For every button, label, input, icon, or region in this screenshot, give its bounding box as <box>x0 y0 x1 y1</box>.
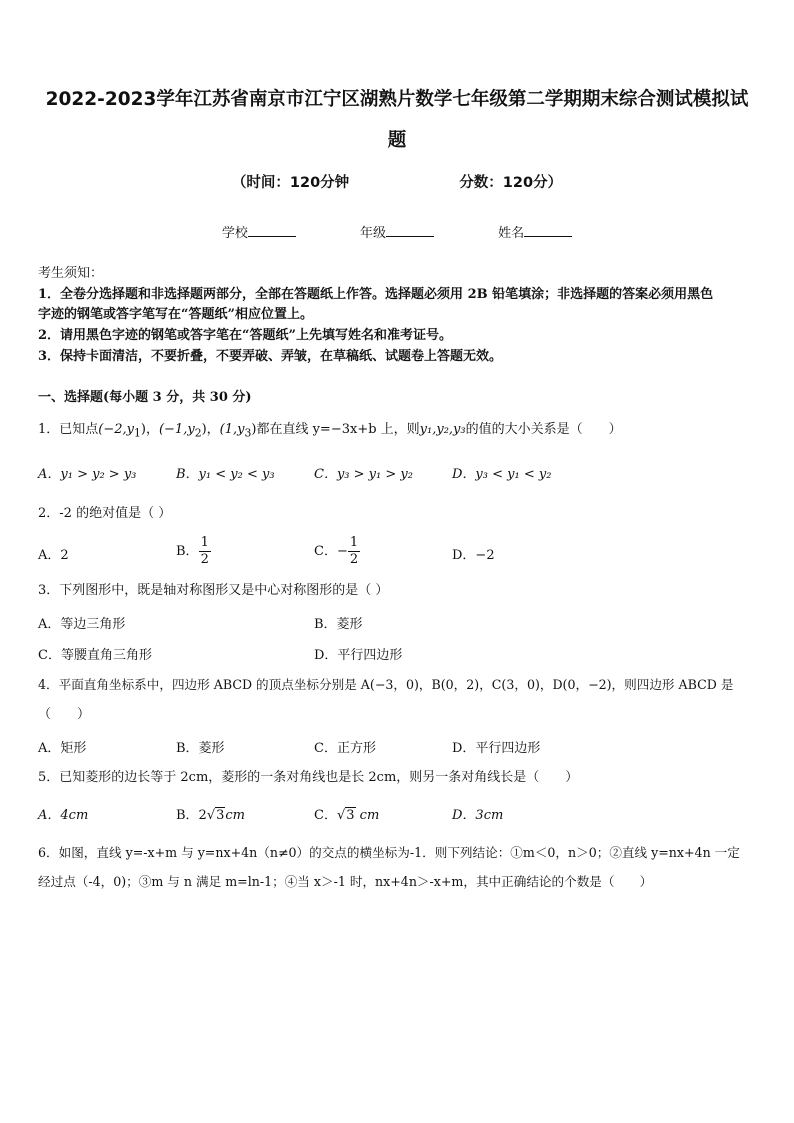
q5-options <box>38 804 758 826</box>
q2-option-b[interactable]: B． $\frac{1}{2}$ <box>176 535 209 567</box>
q5-stem: 5．已知菱形的边长等于 2cm，菱形的一条对角线也是长 2cm，则另一条对角线长是（ ） <box>38 770 579 785</box>
q3-option-b[interactable]: B．菱形 <box>314 617 363 632</box>
school-field[interactable]: 学校 <box>222 222 296 241</box>
notice-heading: 考生须知： <box>38 266 104 281</box>
q1-stem: 1．已知点$(-2,y_1)$，$(-1,y_2)$，$(1,y_3)$都在直线 y=−3x+b 上，则y₁,y₂,y₃的值的大小关系是（ ） <box>38 422 622 440</box>
q1-options <box>38 463 758 485</box>
q4-option-d[interactable]: D．平行四边形 <box>452 741 541 756</box>
q2-stem: 2．-2 的绝对值是（ ） <box>38 506 172 521</box>
q6-stem: 6．如图，直线 y=-x+m 与 y=nx+4n（n≠0）的交点的横坐标为-1．则下列结论：①m＜0，n＞0；②直线 y=nx+4n 一定 <box>38 845 740 860</box>
q3-option-c[interactable]: C．等腰直角三角形 <box>38 648 152 663</box>
notice-item-1: 1．全卷分选择题和非选择题两部分，全部在答题纸上作答。选择题必须用 2B 铅笔填涂；非选择题的答案必须用黑色 <box>38 287 714 302</box>
exam-title-line1: 2022-2023学年江苏省南京市江宁区湖熟片数学七年级第二学期期末综合测试模拟试 <box>45 89 749 110</box>
q4-option-c[interactable]: C．正方形 <box>314 741 376 756</box>
q1-option-d[interactable]: D．y₃ < y₁ < y₂ <box>452 467 552 482</box>
notice-item-2: 2．请用黑色字迹的钢笔或答字笔在“答题纸”上先填写姓名和准考证号。 <box>38 328 453 343</box>
q2-option-d[interactable]: D．−2 <box>452 548 495 563</box>
notice-item-3: 3．保持卡面清洁，不要折叠，不要弄破、弄皱，在草稿纸、试题卷上答题无效。 <box>38 349 503 364</box>
exam-title-line2: 题 <box>387 130 407 151</box>
q4-stem: 4．平面直角坐标系中，四边形 ABCD 的顶点坐标分别是 A(−3，0)，B(0，2)，C(3，0)，D(0，−2)，则四边形 ABCD 是 <box>38 677 734 692</box>
q5-option-c[interactable]: C．√3 cm <box>314 808 380 823</box>
q2-options <box>38 535 758 575</box>
section-title: 一、选择题(每小题 3 分，共 30 分) <box>38 390 252 405</box>
q2-option-c[interactable]: C．− $\frac{1}{2}$ <box>314 535 359 567</box>
q1-option-c[interactable]: C．y₃ > y₁ > y₂ <box>314 467 413 482</box>
exam-meta <box>0 171 794 192</box>
notice-item-1-cont: 字迹的钢笔或答字笔写在“答题纸”相应位置上。 <box>38 307 313 322</box>
q3-option-d[interactable]: D．平行四边形 <box>314 648 403 663</box>
q3-stem: 3．下列图形中，既是轴对称图形又是中心对称图形的是（ ） <box>38 583 389 598</box>
student-fields <box>0 222 794 241</box>
grade-field[interactable]: 年级 <box>360 222 434 241</box>
time-label: （时间：120分钟 <box>231 175 350 191</box>
q1-option-a[interactable]: A．y₁ > y₂ > y₃ <box>38 467 137 482</box>
q4-option-a[interactable]: A．矩形 <box>38 741 87 756</box>
q2-option-a[interactable]: A．2 <box>38 548 69 563</box>
q3-options-row2 <box>38 644 758 666</box>
q5-option-a[interactable]: A．4cm <box>38 808 89 823</box>
q3-option-a[interactable]: A．等边三角形 <box>38 617 126 632</box>
q5-option-d[interactable]: D．3cm <box>452 808 504 823</box>
q6-stem-cont: 经过点（-4，0)；③m 与 n 满足 m=ln-1；④当 x＞-1 时，nx+4n＞-x+m，其中正确结论的个数是（ ） <box>38 874 653 889</box>
q4-option-b[interactable]: B．菱形 <box>176 741 225 756</box>
q4-stem-cont: （ ） <box>38 707 91 722</box>
score-label: 分数：120分） <box>459 175 563 191</box>
q1-option-b[interactable]: B．y₁ < y₂ < y₃ <box>176 467 275 482</box>
q5-option-b[interactable]: B．2√3cm <box>176 808 246 823</box>
name-field[interactable]: 姓名 <box>498 222 572 241</box>
q3-options-row1 <box>38 613 758 635</box>
q4-options <box>38 737 758 759</box>
